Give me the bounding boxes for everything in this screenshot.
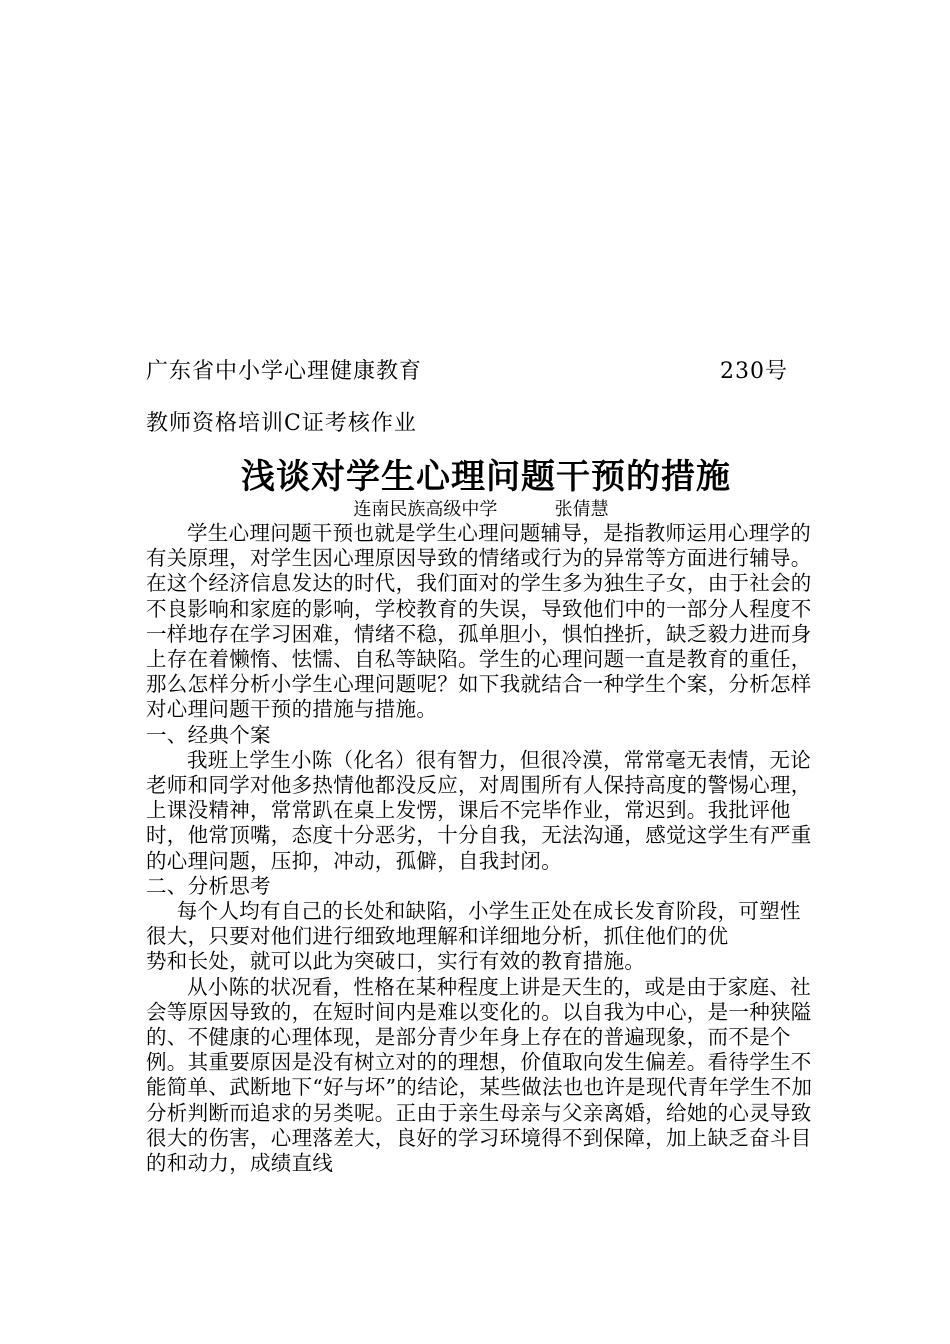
header-line-2: 教师资格培训C证考核作业 bbox=[146, 411, 417, 436]
paragraph-case: 我班上学生小陈（化名）很有智力，但很冷漠，常常毫无表情，无论老师和同学对他多热情他都没反应，对周围所有人保持高度的警惕心理，上课没精神，常常趴在桌上发愣，课后不完毕作业，常迟到。我批评他时，他常顶嘴，态度十分恶劣，十分自我，无法沟通，感觉这学生有严重的心理问题，压抑，冲动，孤僻，自我封闭。 bbox=[146, 747, 812, 873]
document-body bbox=[146, 521, 814, 1176]
section-heading-case: 一、经典个案 bbox=[146, 722, 271, 747]
header-program-name: 广东省中小学心理健康教育 bbox=[146, 359, 423, 384]
paragraph-intro: 学生心理问题干预也就是学生心理问题辅导，是指教师运用心理学的有关原理，对学生因心理原因导致的情绪或行为的异常等方面进行辅导。在这个经济信息发达的时代，我们面对的学生多为独生子女，由于社会的不良影响和家庭的影响，学校教育的失误，导致他们中的一部分人程度不一样地存在学习困难，情绪不稳，孤单胆小，惧怕挫折，缺乏毅力进而身上存在着懒惰、怯懦、自私等缺陷。学生的心理问题一直是教育的重任，那么怎样分析小学生心理问题呢？如下我就结合一种学生个案，分析怎样对心理问题干预的措施与措施。 bbox=[146, 521, 812, 722]
header-number: 230号 bbox=[720, 359, 788, 384]
document-page bbox=[146, 357, 816, 1176]
paragraph-analysis-detail: 从小陈的状况看，性格在某种程度上讲是天生的，或是由于家庭、社会等原因导致的，在短时间内是难以变化的。以自我为中心，是一种狭隘的、不健康的心理体现，是部分青少年身上存在的普遍现象，而不是个例。其重要原因是没有树立对的的理想，价值取向发生偏差。看待学生不能简单、武断地下“好与坏”的结论，某些做法也也许是现代青年学生不加分析判断而追求的另类呢。正由于亲生母亲与父亲离婚，给她的心灵导致很大的伤害，心理落差大，良好的学习环境得不到保障，加上缺乏奋斗目的和动力，成绩直线 bbox=[146, 974, 813, 1176]
author-byline: 连南民族高级中学 张倩慧 bbox=[353, 499, 609, 520]
paragraph-analysis-part1: 每个人均有自己的长处和缺陷，小学生正处在成长发育阶段，可塑性很大，只要对他们进行细致地理解和详细地分析，抓住他们的优 bbox=[146, 899, 801, 949]
document-title: 浅谈对学生心理问题干预的措施 bbox=[241, 457, 731, 497]
header-line-1 bbox=[146, 357, 788, 387]
section-heading-analysis: 二、分析思考 bbox=[146, 873, 271, 898]
paragraph-analysis-part2: 势和长处，就可以此为突破口，实行有效的教育措施。 bbox=[146, 949, 646, 974]
